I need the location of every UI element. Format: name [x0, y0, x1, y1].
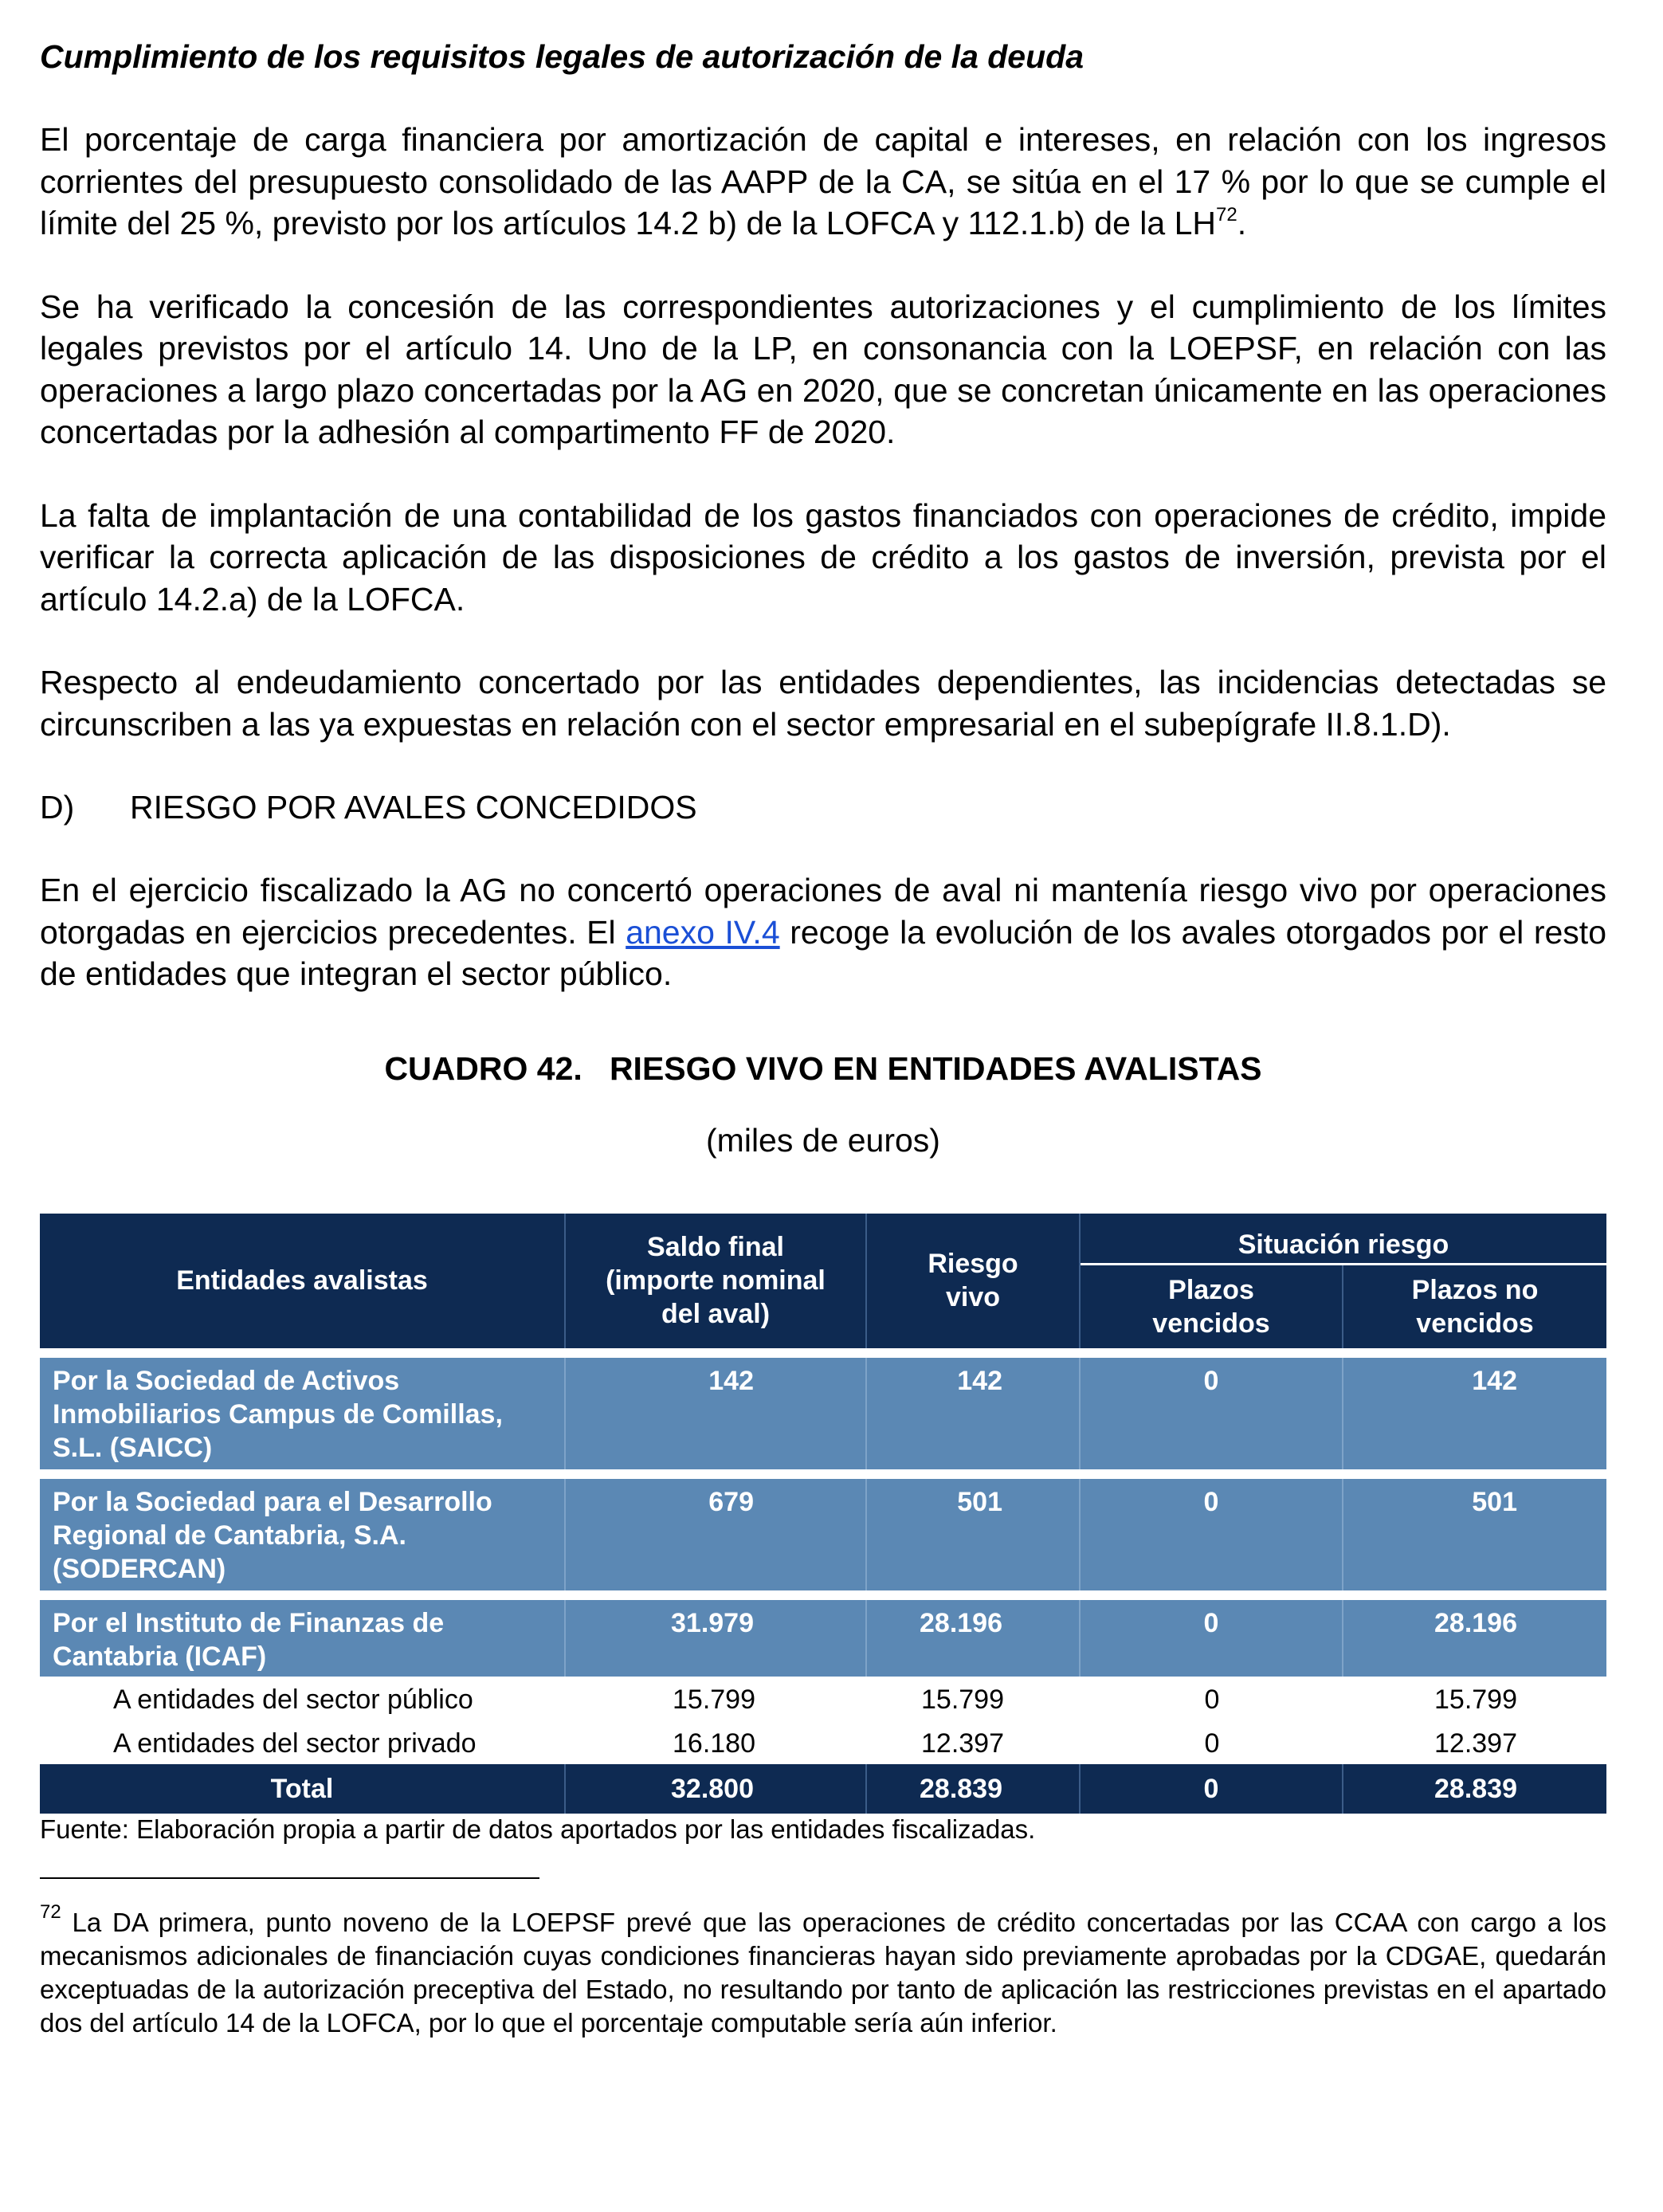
row-vencidos: 0 [1081, 1600, 1343, 1677]
subrow-no-vencidos: 15.799 [1343, 1677, 1606, 1720]
paragraph-contabilidad: La falta de implantación de una contabilidad de los gastos financiados con operaciones de crédito, impide verificar la correcta aplicación de las disposiciones de crédito a los gastos de inversión, prevista por el artículo 14.2.a) de la LOFCA. [40, 496, 1606, 618]
total-vencidos: 0 [1081, 1764, 1343, 1814]
row-entity-name: Por el Instituto de Finanzas de Cantabria (ICAF) [40, 1600, 566, 1677]
row-riesgo: 501 [867, 1479, 1081, 1590]
paragraph-text-end: recoge la evolución de los avales otorgados por el resto de entidades que integran el sector público. [40, 913, 1606, 992]
row-no-vencidos: 28.196 [1343, 1600, 1606, 1677]
anexo-link[interactable]: anexo IV.4 [626, 913, 780, 951]
paragraph-avales [40, 869, 1606, 995]
section-heading: Cumplimiento de los requisitos legales de autorización de la deuda [40, 38, 1084, 75]
row-vencidos: 0 [1081, 1358, 1343, 1469]
header-plazos-no-vencidos: Plazos no vencidos [1343, 1265, 1606, 1348]
header-saldo-final: Saldo final (importe nominal del aval) [566, 1214, 867, 1348]
header-riesgo-vivo: Riesgo vivo [867, 1214, 1081, 1348]
row-no-vencidos: 142 [1343, 1358, 1606, 1469]
subrow-name: A entidades del sector privado [40, 1720, 566, 1764]
paragraph-autorizaciones: Se ha verificado la concesión de las correspondientes autorizaciones y el cumplimiento de los límites legales previstos por el artículo 14. Uno de la LP, en consonancia con la LOEPSF, en relación con las operaciones a largo plazo concertadas por la AG en 2020, que se concretan únicamente en las operaciones concertadas por la adhesión al compartimento FF de 2020. [40, 288, 1606, 450]
total-riesgo: 28.839 [867, 1764, 1081, 1814]
row-saldo: 142 [566, 1358, 867, 1469]
paragraph-endeudamiento: Respecto al endeudamiento concertado por las entidades dependientes, las incidencias detectadas se circunscriben a las ya expuestas en relación con el sector empresarial en el subepígrafe II.8.1.D). [40, 664, 1606, 743]
subrow-riesgo: 15.799 [867, 1677, 1081, 1720]
subrow-vencidos: 0 [1081, 1720, 1343, 1764]
header-entidades: Entidades avalistas [40, 1214, 566, 1348]
paragraph-text: En el ejercicio fiscalizado la AG no concertó operaciones de aval ni mantenía riesgo vivo por operaciones otorgadas en ejercicios precedentes. El [40, 872, 1606, 951]
document-page [40, 36, 1606, 2040]
table-total-row [40, 1764, 1606, 1814]
subrow-no-vencidos: 12.397 [1343, 1720, 1606, 1764]
table-subrow [40, 1720, 1606, 1764]
paragraph-carga-financiera [40, 119, 1606, 245]
section-title: RIESGO POR AVALES CONCEDIDOS [130, 789, 697, 826]
table-subrow [40, 1677, 1606, 1720]
footnote-number: 72 [40, 1900, 61, 1923]
row-riesgo: 142 [867, 1358, 1081, 1469]
footnote-reference[interactable]: 72 [1215, 204, 1237, 226]
paragraph-end: . [1237, 205, 1247, 241]
row-entity-name: Por la Sociedad de Activos Inmobiliarios Campus de Comillas, S.L. (SAICC) [40, 1358, 566, 1469]
row-vencidos: 0 [1081, 1479, 1343, 1590]
paragraph-text: El porcentaje de carga financiera por amortización de capital e intereses, en relación con los ingresos corrientes del presupuesto consolidado de las AAPP de la CA, se sitúa en el 17 % por lo que se cumple el límite del 25 %, previsto por los artículos 14.2 b) de la LOFCA y 112.1.b) de la LH [40, 121, 1606, 241]
table-row [40, 1479, 1606, 1590]
row-no-vencidos: 501 [1343, 1479, 1606, 1590]
subrow-name: A entidades del sector público [40, 1677, 566, 1720]
row-saldo: 679 [566, 1479, 867, 1590]
subrow-riesgo: 12.397 [867, 1720, 1081, 1764]
row-riesgo: 28.196 [867, 1600, 1081, 1677]
header-plazos-vencidos: Plazos vencidos [1081, 1265, 1343, 1348]
table-subtitle: (miles de euros) [706, 1121, 940, 1159]
footnote-text: La DA primera, punto noveno de la LOEPSF prevé que las operaciones de crédito concertadas por las CCAA con cargo a los mecanismos adicionales de financiación cuyas condiciones financieras hayan sido previamente aprobadas por la CDGAE, quedarán exceptuadas de la autorización preceptiva del Estado, no resultando por tanto de aplicación las restricciones previstas en el apartado dos del artículo 14 de la LOFCA, por lo que el porcentaje computable sería aún inferior. [40, 1907, 1606, 2037]
riesgo-vivo-table [40, 1214, 1606, 1814]
section-letter: D) [40, 789, 75, 826]
table-row [40, 1358, 1606, 1469]
subrow-saldo: 16.180 [566, 1720, 867, 1764]
header-situacion-riesgo: Situación riesgo [1081, 1214, 1606, 1265]
section-d-heading [40, 786, 1606, 828]
table-row [40, 1600, 1606, 1677]
total-saldo: 32.800 [566, 1764, 867, 1814]
total-no-vencidos: 28.839 [1343, 1764, 1606, 1814]
table-title: CUADRO 42. RIESGO VIVO EN ENTIDADES AVALISTAS [384, 1049, 1262, 1087]
row-saldo: 31.979 [566, 1600, 867, 1677]
row-entity-name: Por la Sociedad para el Desarrollo Regional de Cantabria, S.A. (SODERCAN) [40, 1479, 566, 1590]
subrow-vencidos: 0 [1081, 1677, 1343, 1720]
footnote-72 [40, 1900, 1606, 2040]
total-label: Total [40, 1764, 566, 1814]
subrow-saldo: 15.799 [566, 1677, 867, 1720]
table-source: Fuente: Elaboración propia a partir de datos aportados por las entidades fiscalizadas. [40, 1814, 1036, 1844]
